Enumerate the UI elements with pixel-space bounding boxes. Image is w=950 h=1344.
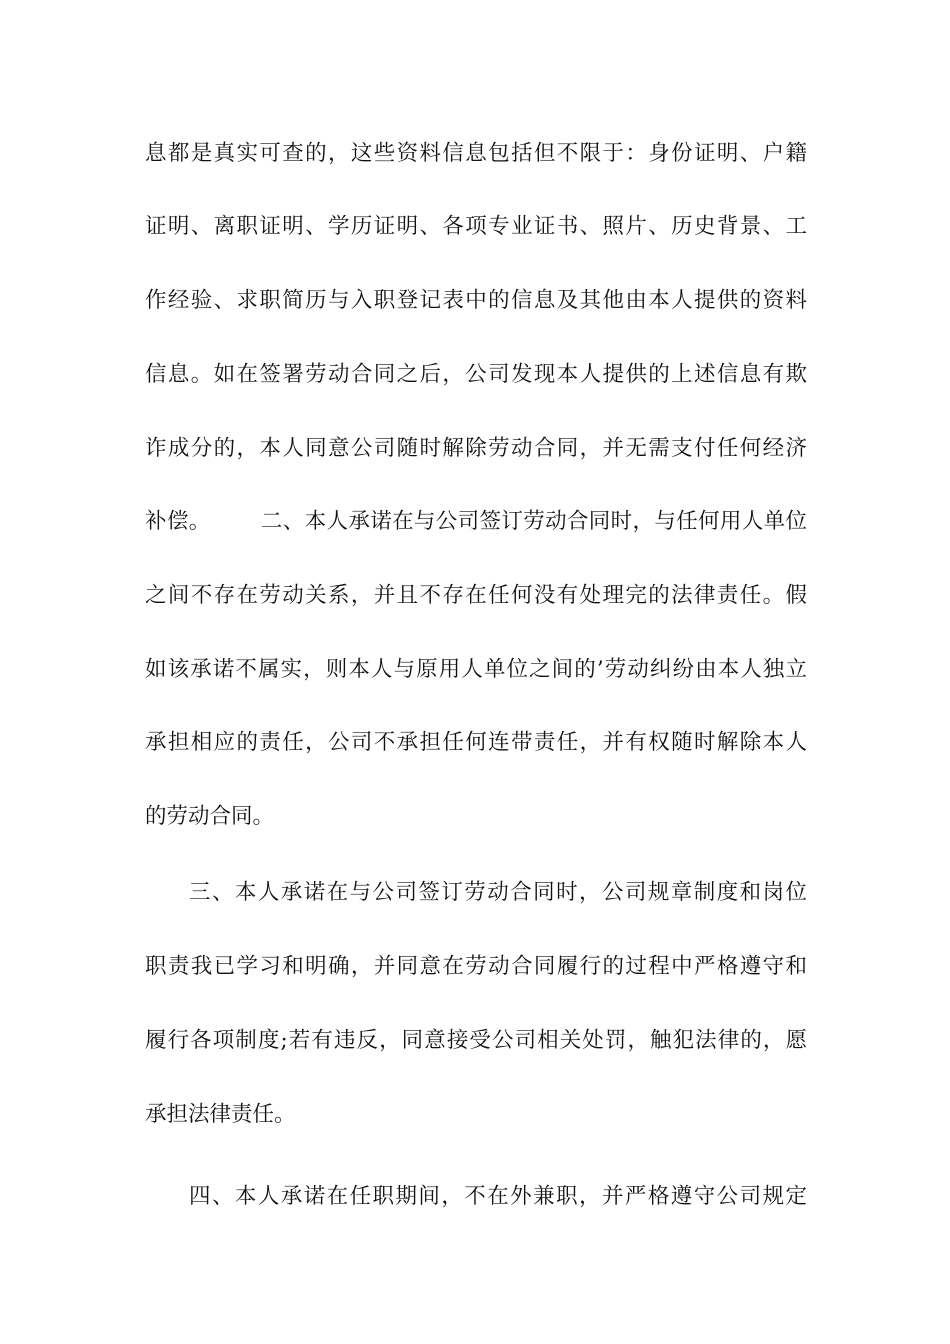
text-line-10: 的劳动合同。 <box>145 804 275 829</box>
text-line-3: 作经验、求职简历与入职登记表中的信息及其他由本人提供的资料 <box>145 288 807 313</box>
text-line-14: 承担法律责任。 <box>145 1102 296 1127</box>
text-line-8: 如该承诺不属实，则本人与原用人单位之间的’劳动纠纷由本人独立 <box>145 657 807 682</box>
text-line-13: 履行各项制度;若有违反，同意接受公司相关处罚，触犯法律的，愿 <box>145 1028 807 1053</box>
text-line-6-a: 补偿。 <box>145 509 211 534</box>
text-line-15: 四、本人承诺在任职期间，不在外兼职，并严格遵守公司规定 <box>189 1184 807 1209</box>
text-line-6-b: 二、本人承诺在与公司签订劳动合同时，与任何用人单位 <box>260 509 807 534</box>
text-line-5: 诈成分的，本人同意公司随时解除劳动合同，并无需支付任何经济 <box>145 436 807 461</box>
text-line-6 <box>145 502 807 542</box>
text-line-7: 之间不存在劳动关系，并且不存在任何没有处理完的法律责任。假 <box>145 583 807 608</box>
text-line-4: 信息。如在签署劳动合同之后，公司发现本人提供的上述信息有欺 <box>145 362 807 387</box>
text-line-2: 证明、离职证明、学历证明、各项专业证书、照片、历史背景、工 <box>145 214 807 239</box>
text-line-1: 息都是真实可查的，这些资料信息包括但不限于：身份证明、户籍 <box>145 141 807 166</box>
text-line-12: 职责我已学习和明确，并同意在劳动合同履行的过程中严格遵守和 <box>145 954 807 979</box>
text-line-9: 承担相应的责任，公司不承担任何连带责任，并有权随时解除本人 <box>145 730 807 755</box>
text-line-11: 三、本人承诺在与公司签订劳动合同时，公司规章制度和岗位 <box>189 880 807 905</box>
